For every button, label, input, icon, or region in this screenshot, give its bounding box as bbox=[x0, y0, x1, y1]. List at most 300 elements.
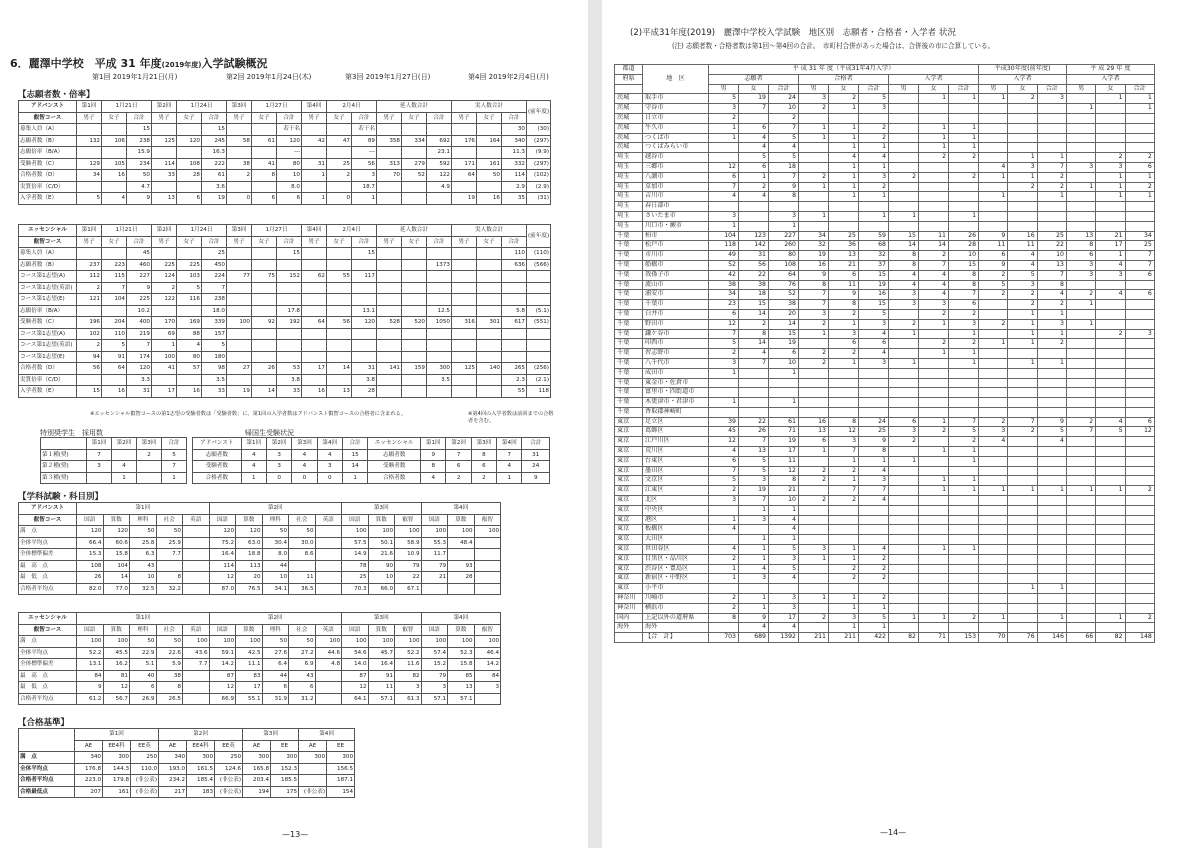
value-cell: 77 bbox=[227, 271, 252, 283]
pref-cell: 茨城 bbox=[615, 94, 643, 104]
value-cell bbox=[799, 368, 829, 378]
region-row bbox=[615, 447, 1155, 457]
value-cell bbox=[829, 368, 859, 378]
value-cell bbox=[427, 340, 452, 352]
value-cell bbox=[949, 104, 979, 114]
subject-label: 叡智 bbox=[474, 514, 501, 526]
value-cell: 82 bbox=[889, 633, 919, 643]
value-cell: 2 bbox=[799, 349, 829, 359]
value-cell: 17 bbox=[302, 363, 327, 375]
region-row bbox=[615, 496, 1155, 506]
gender-label: 女子 bbox=[252, 236, 277, 248]
value-cell: 57.1 bbox=[448, 693, 475, 705]
row-label: 満 点 bbox=[19, 526, 77, 538]
value-cell: 6 bbox=[709, 172, 739, 182]
value-cell: 44 bbox=[262, 560, 289, 572]
value-cell bbox=[1096, 535, 1125, 545]
value-cell: 227 bbox=[127, 271, 152, 283]
value-cell bbox=[152, 124, 177, 136]
value-cell bbox=[1037, 545, 1066, 555]
gender-label: 女子 bbox=[252, 112, 277, 124]
value-cell: 10 bbox=[1037, 251, 1066, 261]
value-cell bbox=[1096, 466, 1125, 476]
value-cell bbox=[477, 386, 502, 398]
value-cell bbox=[402, 193, 427, 205]
value-cell bbox=[709, 407, 739, 417]
value-cell bbox=[315, 670, 342, 682]
value-cell bbox=[949, 182, 979, 192]
value-cell bbox=[889, 535, 919, 545]
pref-cell: 茨城 bbox=[615, 104, 643, 114]
value-cell: 6 bbox=[130, 682, 157, 694]
value-cell: 10 bbox=[130, 572, 157, 584]
value-cell bbox=[889, 545, 919, 555]
value-cell: 3 bbox=[395, 682, 422, 694]
value-cell: 1 bbox=[949, 358, 979, 368]
gender-label: 女子 bbox=[102, 112, 127, 124]
value-cell bbox=[477, 181, 502, 193]
value-cell: 31.2 bbox=[289, 693, 316, 705]
value-cell bbox=[1008, 378, 1037, 388]
gender-label: 合計 bbox=[202, 112, 227, 124]
value-cell: 4 bbox=[1096, 417, 1125, 427]
value-cell: 4 bbox=[739, 192, 769, 202]
value-cell: 2 bbox=[709, 486, 739, 496]
area-cell: 台東区 bbox=[643, 456, 709, 466]
value-cell bbox=[377, 305, 402, 317]
value-cell: 3 bbox=[859, 319, 889, 329]
value-cell: 2 bbox=[919, 427, 949, 437]
value-cell bbox=[477, 282, 502, 294]
value-cell: (非公表) bbox=[215, 775, 243, 787]
value-cell: 1 bbox=[859, 456, 889, 466]
value-cell: 7 bbox=[446, 449, 471, 461]
value-cell: 1 bbox=[919, 476, 949, 486]
value-cell bbox=[859, 221, 889, 231]
subject-label: 算数 bbox=[368, 514, 395, 526]
value-cell: (110) bbox=[527, 248, 551, 260]
subject-label: 国語 bbox=[421, 514, 448, 526]
area-cell: 白井市 bbox=[643, 309, 709, 319]
value-cell bbox=[829, 221, 859, 231]
value-cell: 66.9 bbox=[209, 693, 236, 705]
area-cell: 成田市 bbox=[643, 368, 709, 378]
value-cell: 300 bbox=[103, 752, 131, 764]
value-cell bbox=[919, 603, 949, 613]
area-cell: 北区 bbox=[643, 496, 709, 506]
value-cell: 2 bbox=[919, 251, 949, 261]
value-cell: 1 bbox=[709, 574, 739, 584]
value-cell: 12 bbox=[709, 162, 739, 172]
value-cell: 91 bbox=[368, 670, 395, 682]
gender-label: 男子 bbox=[77, 236, 102, 248]
value-cell bbox=[1125, 368, 1154, 378]
value-cell bbox=[1066, 211, 1095, 221]
region-table bbox=[614, 64, 1155, 643]
value-cell bbox=[152, 181, 177, 193]
value-cell bbox=[402, 124, 427, 136]
pref-cell: 千葉 bbox=[615, 270, 643, 280]
value-cell: 152 bbox=[277, 271, 302, 283]
value-cell: 100 bbox=[421, 526, 448, 538]
value-cell: 1 bbox=[799, 594, 829, 604]
value-cell bbox=[402, 282, 427, 294]
corner-label: 叡智コース bbox=[19, 236, 77, 248]
value-cell: 88 bbox=[177, 328, 202, 340]
value-cell: 志願者数 bbox=[368, 449, 421, 461]
value-cell bbox=[889, 368, 919, 378]
value-cell bbox=[1037, 574, 1066, 584]
value-cell: 52.3 bbox=[448, 647, 475, 659]
value-cell: 66 bbox=[1066, 633, 1095, 643]
data-row bbox=[193, 461, 550, 473]
value-cell: 4 bbox=[1008, 251, 1037, 261]
value-cell bbox=[889, 94, 919, 104]
value-cell: 15 bbox=[127, 124, 152, 136]
gender-label: 女子 bbox=[177, 112, 202, 124]
value-cell bbox=[769, 584, 799, 594]
value-cell: 180 bbox=[202, 351, 227, 363]
value-cell bbox=[889, 505, 919, 515]
value-cell: 1 bbox=[1096, 172, 1125, 182]
value-cell: 7 bbox=[202, 282, 227, 294]
value-cell: 1 bbox=[979, 613, 1008, 623]
value-cell: 76.5 bbox=[236, 583, 263, 595]
subject-label: 算数 bbox=[236, 514, 263, 526]
value-cell bbox=[1008, 564, 1037, 574]
pref-cell: 千葉 bbox=[615, 280, 643, 290]
value-cell: 11 bbox=[368, 682, 395, 694]
value-cell bbox=[277, 351, 302, 363]
corner-label: 叡智コース bbox=[19, 514, 77, 526]
round-label: 第1回 bbox=[75, 729, 159, 741]
subheader-row bbox=[19, 112, 551, 124]
value-cell bbox=[919, 407, 949, 417]
pref-cell: 千葉 bbox=[615, 358, 643, 368]
value-cell bbox=[1096, 388, 1125, 398]
value-cell: 4 bbox=[919, 290, 949, 300]
value-cell: 64 bbox=[769, 270, 799, 280]
value-cell bbox=[979, 309, 1008, 319]
value-cell: 5 bbox=[769, 153, 799, 163]
value-cell: 49 bbox=[709, 251, 739, 261]
value-cell: 2 bbox=[889, 319, 919, 329]
value-cell bbox=[1066, 309, 1095, 319]
value-cell bbox=[474, 560, 501, 572]
round-date: 2月4日 bbox=[327, 225, 377, 237]
value-cell bbox=[889, 603, 919, 613]
value-cell: 5 bbox=[739, 153, 769, 163]
value-cell: 301 bbox=[477, 317, 502, 329]
value-cell bbox=[1066, 192, 1095, 202]
area-cell: 越谷市 bbox=[643, 153, 709, 163]
value-cell bbox=[1066, 221, 1095, 231]
pref-cell: 千葉 bbox=[615, 329, 643, 339]
kiko-title: 帰国生受験状況 bbox=[245, 429, 294, 437]
gender-label: 女 bbox=[919, 84, 949, 94]
header-row bbox=[19, 503, 501, 515]
value-cell: 1 bbox=[919, 133, 949, 143]
value-cell: 1392 bbox=[769, 633, 799, 643]
value-cell: 1 bbox=[949, 211, 979, 221]
value-cell bbox=[1125, 545, 1154, 555]
area-cell: 【合 計】 bbox=[643, 633, 709, 643]
value-cell: 19 bbox=[859, 280, 889, 290]
value-cell: (566) bbox=[527, 259, 551, 271]
value-cell: 3 bbox=[1037, 319, 1066, 329]
value-cell: 3 bbox=[352, 170, 377, 182]
value-cell: 6 bbox=[859, 339, 889, 349]
value-cell bbox=[1096, 505, 1125, 515]
value-cell bbox=[1125, 603, 1154, 613]
value-cell: 1 bbox=[739, 172, 769, 182]
value-cell: 12 bbox=[1125, 427, 1154, 437]
value-cell bbox=[1125, 623, 1154, 633]
area-cell: 横浜市 bbox=[643, 603, 709, 613]
value-cell bbox=[1066, 447, 1095, 457]
value-cell bbox=[1066, 339, 1095, 349]
value-cell: 1 bbox=[1037, 584, 1066, 594]
gender-label: 女 bbox=[1096, 84, 1125, 94]
value-cell bbox=[1096, 574, 1125, 584]
gender-label: 合計 bbox=[859, 84, 889, 94]
value-cell bbox=[227, 340, 252, 352]
value-cell: 100 bbox=[236, 636, 263, 648]
value-cell bbox=[252, 124, 277, 136]
area-cell: 荒川区 bbox=[643, 447, 709, 457]
region-row bbox=[615, 113, 1155, 123]
value-cell: 123 bbox=[739, 231, 769, 241]
pref-cell: 千葉 bbox=[615, 407, 643, 417]
value-cell bbox=[919, 535, 949, 545]
value-cell bbox=[1125, 584, 1154, 594]
value-cell: 100 bbox=[342, 636, 369, 648]
value-cell: 332 bbox=[502, 158, 527, 170]
group-header: 入学者 bbox=[979, 74, 1067, 84]
value-cell bbox=[302, 259, 327, 271]
value-cell: (297) bbox=[527, 158, 551, 170]
value-cell: 6 bbox=[889, 417, 919, 427]
real-total-label: 実人数合計 bbox=[452, 225, 527, 237]
value-cell: 100 bbox=[227, 317, 252, 329]
round-label: 第4回 bbox=[302, 225, 327, 237]
value-cell: 14 bbox=[327, 363, 352, 375]
subject-label: 社会 bbox=[289, 624, 316, 636]
value-cell: 64 bbox=[102, 363, 127, 375]
value-cell: 4 bbox=[739, 564, 769, 574]
value-cell: 129 bbox=[77, 158, 102, 170]
value-cell: 3 bbox=[266, 449, 291, 461]
region-row bbox=[615, 221, 1155, 231]
value-cell bbox=[799, 339, 829, 349]
course-label: AE bbox=[75, 740, 103, 752]
value-cell bbox=[352, 282, 377, 294]
value-cell: 339 bbox=[202, 317, 227, 329]
value-cell bbox=[302, 294, 327, 306]
value-cell bbox=[377, 328, 402, 340]
value-cell: 12 bbox=[342, 682, 369, 694]
course-label: EE4科 bbox=[187, 740, 215, 752]
gender-label: 合計 bbox=[127, 236, 152, 248]
value-cell: 100 bbox=[474, 526, 501, 538]
value-cell: 64 bbox=[452, 170, 477, 182]
year-header: 平 成 29 年 度 bbox=[1066, 65, 1154, 75]
value-cell bbox=[477, 328, 502, 340]
region-row bbox=[615, 349, 1155, 359]
gender-label: 男子 bbox=[452, 112, 477, 124]
round-label: 第3回 bbox=[243, 729, 299, 741]
course-label: AE bbox=[299, 740, 327, 752]
value-cell: 14 bbox=[252, 386, 277, 398]
value-cell bbox=[889, 113, 919, 123]
value-cell: 20 bbox=[236, 572, 263, 584]
value-cell: 1 bbox=[889, 358, 919, 368]
value-cell bbox=[352, 259, 377, 271]
value-cell bbox=[949, 574, 979, 584]
subheader-row bbox=[19, 514, 501, 526]
value-cell: 1 bbox=[979, 94, 1008, 104]
value-cell: 17 bbox=[1096, 241, 1125, 251]
value-cell bbox=[377, 248, 402, 260]
value-cell: 234.2 bbox=[159, 775, 187, 787]
region-row bbox=[615, 94, 1155, 104]
col-header: アドバンスト bbox=[193, 438, 242, 450]
value-cell bbox=[859, 535, 889, 545]
header-row bbox=[615, 65, 1155, 75]
value-cell: 3 bbox=[859, 104, 889, 114]
region-row bbox=[615, 623, 1155, 633]
value-cell bbox=[252, 328, 277, 340]
value-cell: 9 bbox=[127, 193, 152, 205]
gender-label: 女子 bbox=[102, 236, 127, 248]
value-cell: 1 bbox=[241, 472, 266, 484]
value-cell: 16.4 bbox=[209, 549, 236, 561]
region-row bbox=[615, 574, 1155, 584]
value-cell bbox=[77, 147, 102, 159]
value-cell bbox=[829, 525, 859, 535]
value-cell bbox=[979, 574, 1008, 584]
value-cell: 13 bbox=[739, 447, 769, 457]
value-cell: 592 bbox=[427, 158, 452, 170]
value-cell: 合格者数 bbox=[193, 472, 242, 484]
page-number-right: —14— bbox=[880, 828, 907, 837]
value-cell: 27.2 bbox=[289, 647, 316, 659]
value-cell: 7 bbox=[769, 123, 799, 133]
row-label: コース第1志望(A) bbox=[19, 271, 77, 283]
value-cell: 2 bbox=[859, 133, 889, 143]
area-cell: 大田区 bbox=[643, 535, 709, 545]
value-cell: (2.1) bbox=[527, 374, 551, 386]
gender-label: 女 bbox=[829, 84, 859, 94]
value-cell: 122 bbox=[427, 170, 452, 182]
value-cell bbox=[452, 124, 477, 136]
gender-label: 男子 bbox=[302, 112, 327, 124]
value-cell bbox=[799, 162, 829, 172]
value-cell: 2 bbox=[859, 182, 889, 192]
value-cell: 19 bbox=[227, 386, 252, 398]
value-cell: 6.9 bbox=[289, 659, 316, 671]
gender-label: 男 bbox=[709, 84, 739, 94]
value-cell: 3 bbox=[859, 172, 889, 182]
value-cell: 37 bbox=[859, 260, 889, 270]
value-cell: 5 bbox=[769, 545, 799, 555]
data-row bbox=[19, 282, 551, 294]
value-cell: 1 bbox=[799, 211, 829, 221]
value-cell: 4 bbox=[709, 525, 739, 535]
value-cell bbox=[315, 560, 342, 572]
area-cell: 野田市 bbox=[643, 319, 709, 329]
gender-label: 合計 bbox=[502, 112, 527, 124]
gender-label: 女 bbox=[1008, 84, 1037, 94]
value-cell: 161 bbox=[477, 158, 502, 170]
value-cell: 4.8 bbox=[315, 659, 342, 671]
row-label: 満 点 bbox=[19, 752, 75, 764]
value-cell: 80 bbox=[277, 158, 302, 170]
value-cell: 316 bbox=[452, 317, 477, 329]
value-cell bbox=[87, 472, 112, 484]
value-cell bbox=[919, 211, 949, 221]
value-cell bbox=[377, 259, 402, 271]
row-label: コース第1志望(E) bbox=[19, 351, 77, 363]
value-cell bbox=[889, 584, 919, 594]
value-cell: 28 bbox=[352, 386, 377, 398]
subject-label: 英語 bbox=[315, 514, 342, 526]
area-cell: 取手市 bbox=[643, 94, 709, 104]
area-cell: 春日部市 bbox=[643, 202, 709, 212]
value-cell: 80 bbox=[769, 251, 799, 261]
value-cell: 2 bbox=[979, 270, 1008, 280]
region-row bbox=[615, 339, 1155, 349]
value-cell bbox=[177, 374, 202, 386]
value-cell: 176.8 bbox=[75, 763, 103, 775]
value-cell: 2 bbox=[1125, 613, 1154, 623]
value-cell bbox=[919, 192, 949, 202]
value-cell bbox=[327, 294, 352, 306]
value-cell: 2 bbox=[709, 113, 739, 123]
value-cell: 4 bbox=[859, 496, 889, 506]
value-cell: 1 bbox=[949, 486, 979, 496]
gender-label: 男子 bbox=[452, 236, 477, 248]
area-cell: 江戸川区 bbox=[643, 437, 709, 447]
value-cell: 38 bbox=[739, 280, 769, 290]
value-cell: (非公表) bbox=[131, 786, 159, 798]
value-cell: 25.8 bbox=[130, 537, 157, 549]
value-cell: 7 bbox=[739, 437, 769, 447]
value-cell: 1 bbox=[769, 398, 799, 408]
value-cell bbox=[799, 486, 829, 496]
value-cell bbox=[979, 104, 1008, 114]
value-cell: 10.2 bbox=[127, 305, 152, 317]
value-cell bbox=[252, 374, 277, 386]
value-cell bbox=[452, 248, 477, 260]
value-cell: 56.7 bbox=[103, 693, 130, 705]
area-cell: 江東区 bbox=[643, 486, 709, 496]
value-cell: 300 bbox=[427, 363, 452, 375]
value-cell: 1 bbox=[1096, 94, 1125, 104]
value-cell: 1 bbox=[342, 472, 367, 484]
value-cell bbox=[769, 407, 799, 417]
value-cell bbox=[889, 564, 919, 574]
value-cell: 5 bbox=[1096, 427, 1125, 437]
subject-label: 国語 bbox=[342, 624, 369, 636]
value-cell: 1 bbox=[1008, 584, 1037, 594]
subject-label: 理科 bbox=[262, 514, 289, 526]
value-cell bbox=[1096, 339, 1125, 349]
value-cell: 8 bbox=[252, 170, 277, 182]
pref-cell: 埼玉 bbox=[615, 192, 643, 202]
value-cell: 7 bbox=[1066, 427, 1095, 437]
value-cell: 64.1 bbox=[342, 693, 369, 705]
